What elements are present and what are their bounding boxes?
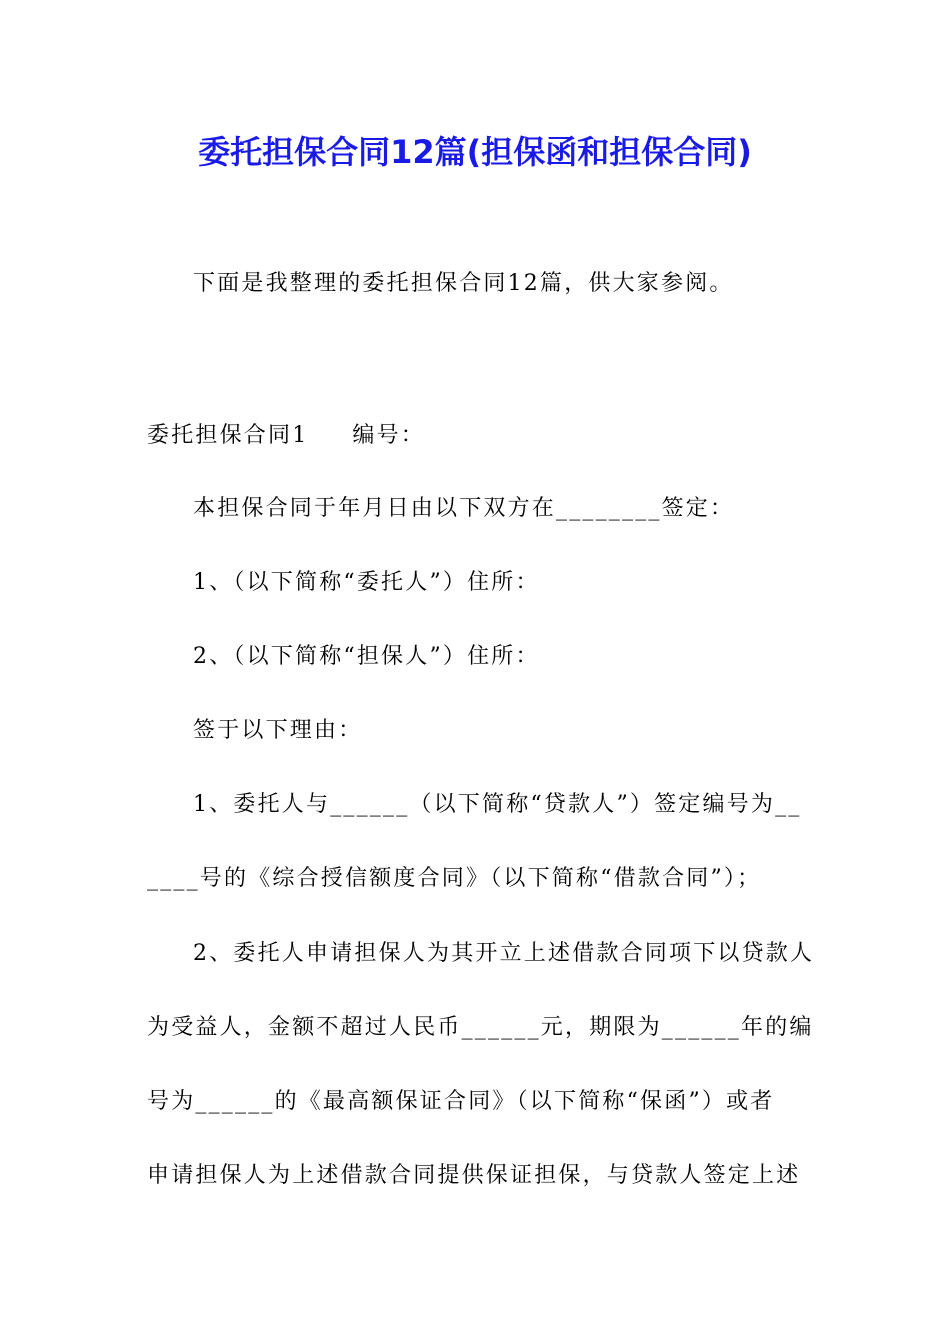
section-number-label: 编号：: [352, 423, 426, 448]
body-line: 号为______的《最高额保证合同》（以下简称“保函”）或者: [147, 1089, 775, 1114]
body-line: 1、委托人与______（以下简称“贷款人”）签定编号为__: [193, 792, 802, 817]
intro-paragraph: 下面是我整理的委托担保合同12篇，供大家参阅。: [193, 271, 734, 296]
body-line: 申请担保人为上述借款合同提供保证担保，与贷款人签定上述: [147, 1163, 801, 1188]
section-heading-row: [147, 421, 425, 451]
body-line: 为受益人，金额不超过人民币______元，期限为______年的编: [147, 1015, 814, 1040]
body-line: ____号的《综合授信额度合同》（以下简称“借款合同”）；: [147, 866, 762, 891]
body-line: 1、（以下简称“委托人”）住所：: [193, 570, 540, 595]
body-line: 2、（以下简称“担保人”）住所：: [193, 644, 540, 669]
section-heading: 委托担保合同1: [147, 423, 309, 448]
body-line: 2、委托人申请担保人为其开立上述借款合同项下以贷款人: [193, 941, 815, 966]
body-line: 本担保合同于年月日由以下双方在________签定：: [193, 496, 735, 521]
body-line: 签于以下理由：: [193, 718, 363, 743]
document-title: 委托担保合同12篇(担保函和担保合同): [198, 133, 752, 171]
